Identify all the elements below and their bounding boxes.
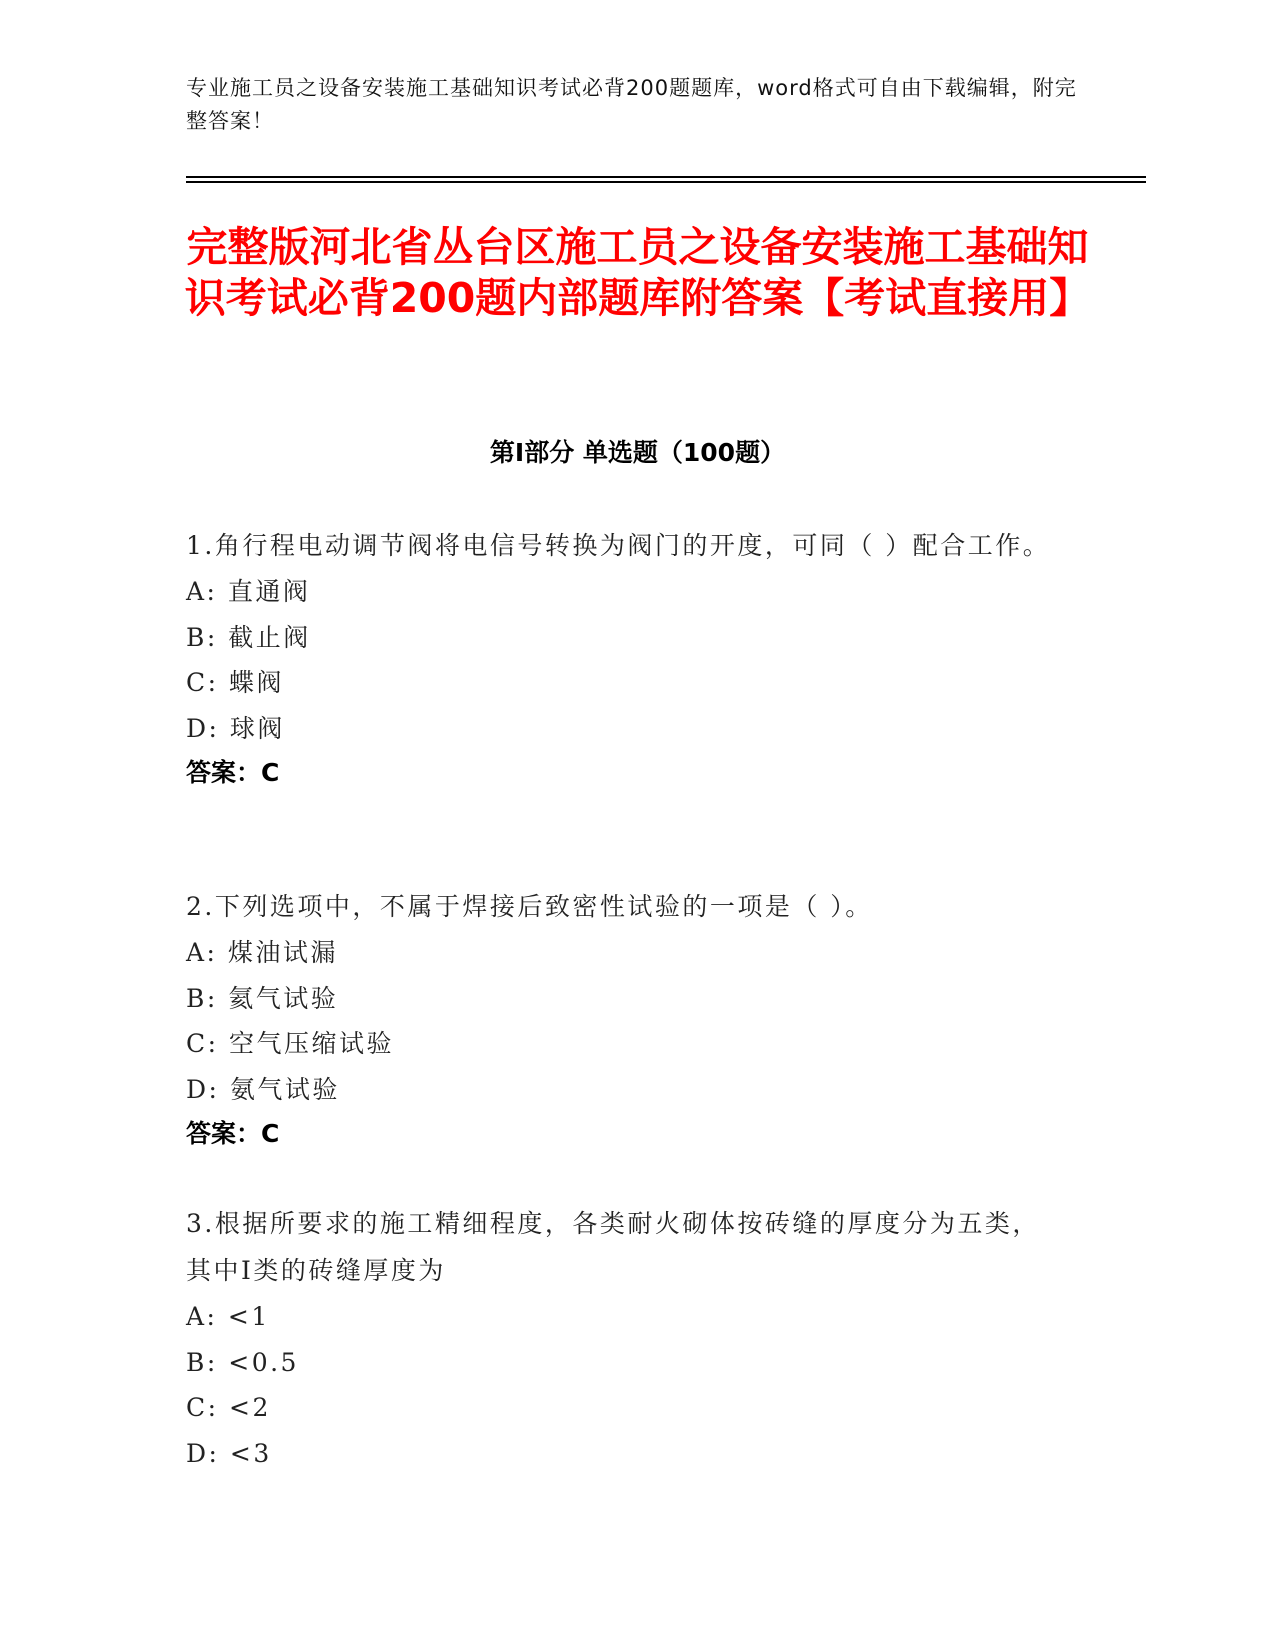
- option-b: B: <0.5: [186, 1347, 299, 1377]
- option-a: A: 直通阀: [186, 577, 311, 606]
- answer-line: 答案：C: [186, 1119, 280, 1148]
- option-b: B: 氦气试验: [186, 983, 339, 1013]
- option-c: C: 蝶阀: [186, 668, 284, 697]
- option-b: B: 截止阀: [186, 622, 311, 652]
- header-note: 专业施工员之设备安装施工基础知识考试必背200题题库，word格式可自由下载编辑，附完整答案！: [186, 76, 1077, 133]
- question-stem: 2.下列选项中，不属于焊接后致密性试验的一项是（ ）。: [186, 892, 873, 921]
- option-d: D: 氨气试验: [186, 1074, 340, 1104]
- option-a: A: 煤油试漏: [186, 938, 338, 967]
- option-c: C: <2: [186, 1393, 271, 1422]
- question-2: [186, 883, 1066, 1156]
- question-3: [186, 1200, 1066, 1476]
- option-d: D: <3: [186, 1438, 272, 1468]
- section-heading: 第Ⅰ部分 单选题（100题）: [489, 438, 786, 467]
- option-c: C: 空气压缩试验: [186, 1029, 394, 1058]
- question-stem: 3.根据所要求的施工精细程度，各类耐火砌体按砖缝的厚度分为五类，其中Ⅰ类的砖缝厚度为: [186, 1209, 1040, 1285]
- header-rule-top: [186, 176, 1146, 178]
- answer-line: 答案：C: [186, 758, 280, 787]
- question-1: [186, 522, 1066, 795]
- option-a: A: <1: [186, 1302, 270, 1331]
- option-d: D: 球阀: [186, 713, 285, 743]
- header-rule-bottom: [186, 181, 1146, 183]
- question-stem: 1.角行程电动调节阀将电信号转换为阀门的开度，可同（ ）配合工作。: [186, 531, 1051, 560]
- document-title: 完整版河北省丛台区施工员之设备安装施工基础知识考试必背200题内部题库附答案【考试直接用】: [184, 223, 1091, 322]
